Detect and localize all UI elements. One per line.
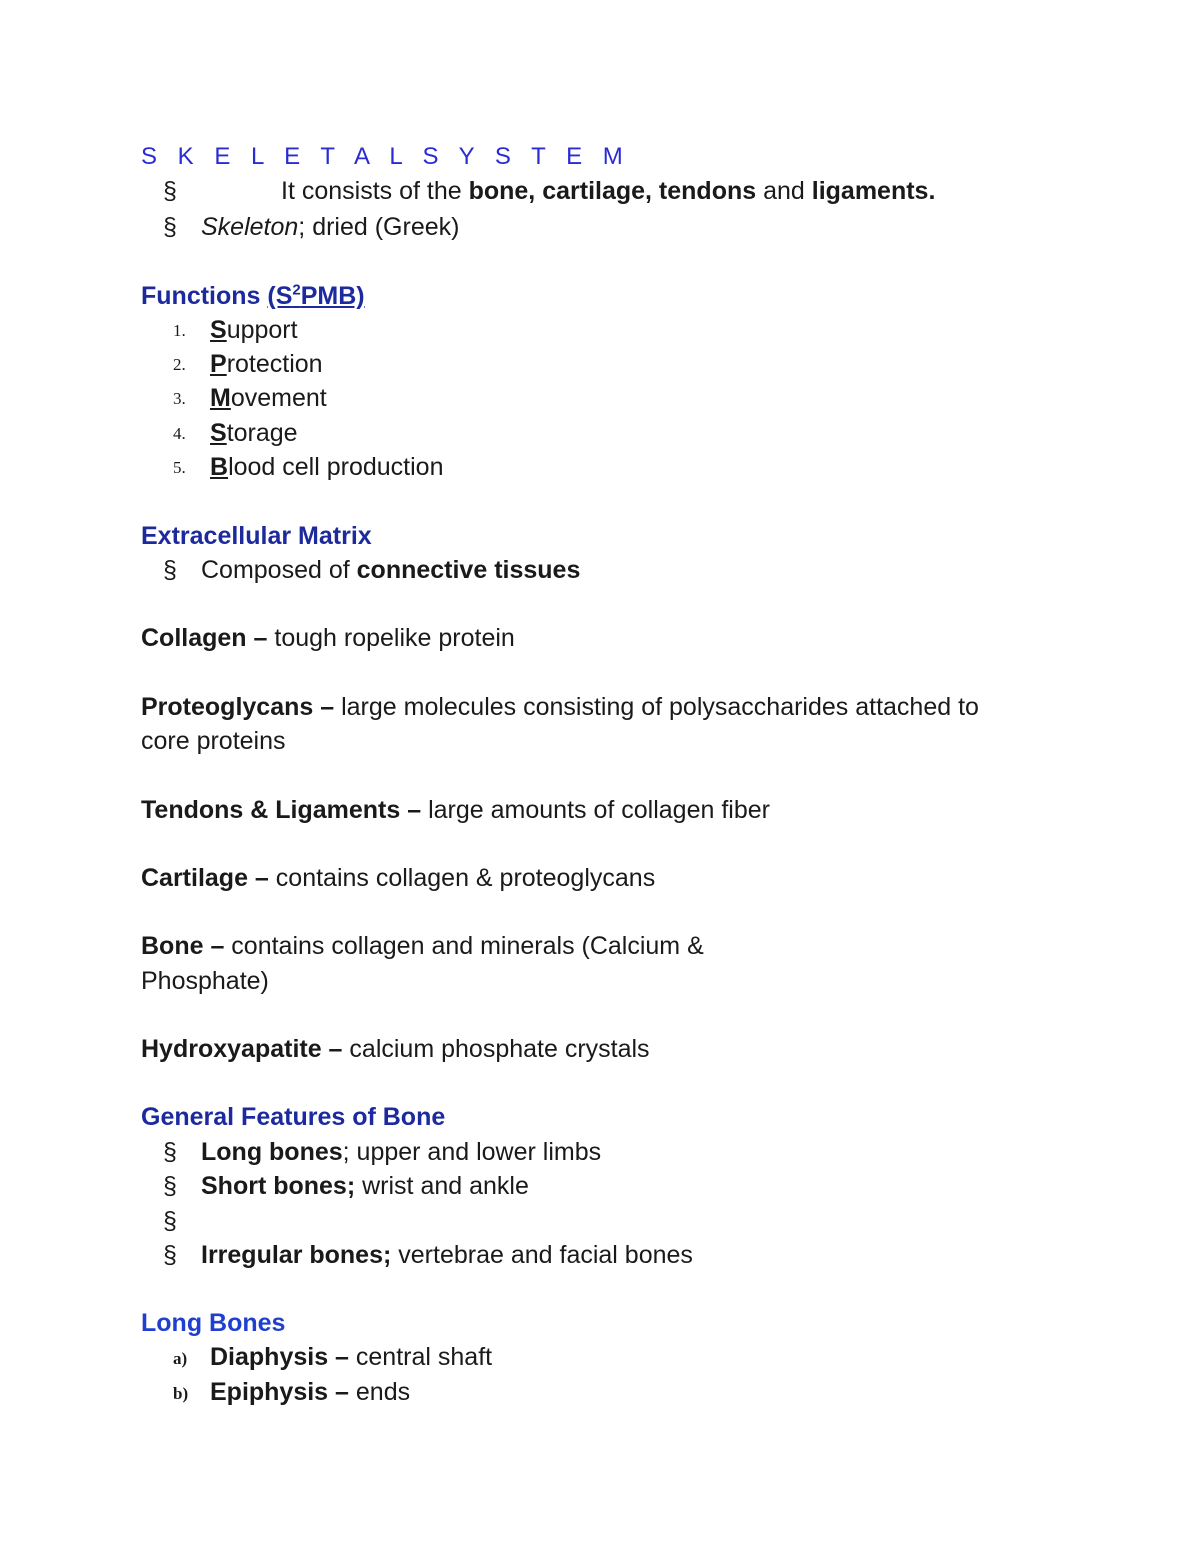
general-bullet-long: § Long bones; upper and lower limbs (163, 1138, 602, 1166)
definition-cartilage: Cartilage – contains collagen & proteoglycans (141, 864, 656, 892)
general-bullet-empty (163, 1206, 201, 1236)
list-number: 1. (173, 321, 186, 340)
list-item: Protection (210, 350, 323, 378)
bullet-glyph: § (163, 213, 177, 241)
general-features-heading: General Features of Bone (141, 1103, 446, 1131)
bullet-glyph: § (163, 1241, 177, 1269)
general-bullet-irregular: § Irregular bones; vertebrae and facial bones (163, 1241, 693, 1269)
definition-tendons-ligaments: Tendons & Ligaments – large amounts of collagen fiber (141, 796, 770, 824)
intro-bullet-2: § Skeleton; dried (Greek) (163, 213, 460, 241)
list-letter: a) (173, 1349, 188, 1368)
bullet-glyph: § (163, 1172, 177, 1200)
definition-bone-cont: Phosphate) (141, 967, 269, 995)
bullet-glyph: § (163, 556, 177, 584)
definition-proteoglycans: Proteoglycans – large molecules consisting of polysaccharides attached to (141, 693, 979, 721)
definition-hydroxyapatite: Hydroxyapatite – calcium phosphate crystals (141, 1035, 650, 1063)
list-item: Storage (210, 419, 298, 447)
definition-proteoglycans-cont: core proteins (141, 727, 286, 755)
list-item: Support (210, 316, 298, 344)
definition-bone: Bone – contains collagen and minerals (Calcium & (141, 932, 704, 960)
ecm-bullet: § Composed of connective tissues (163, 556, 581, 584)
list-item: Blood cell production (210, 453, 444, 481)
document-title: S K E L E T A L S Y S T E M (141, 143, 630, 170)
list-number: 4. (173, 424, 186, 443)
bullet-glyph: § (163, 177, 177, 205)
bullet-glyph: § (163, 1207, 177, 1235)
list-item: Movement (210, 384, 327, 412)
functions-mnemonic-link[interactable]: $(S^2PMB)$ (267, 281, 365, 310)
bullet-glyph: § (163, 1138, 177, 1166)
list-letter: b) (173, 1384, 189, 1403)
general-bullet-short: § Short bones; wrist and ankle (163, 1172, 529, 1200)
ecm-heading: Extracellular Matrix (141, 522, 372, 550)
intro-bullet-1: § It consists of the bone, cartilage, tendons and ligaments. (163, 177, 936, 205)
definition-collagen: Collagen – tough ropelike protein (141, 624, 515, 652)
long-bones-item-epiphysis: Epiphysis – ends (210, 1378, 411, 1406)
list-number: 5. (173, 458, 186, 477)
long-bones-heading: Long Bones (141, 1309, 286, 1337)
list-number: 3. (173, 389, 186, 408)
list-number: 2. (173, 355, 186, 374)
functions-heading: Functions $(S^2PMB)$ (141, 281, 365, 310)
long-bones-item-diaphysis: Diaphysis – central shaft (210, 1343, 493, 1371)
